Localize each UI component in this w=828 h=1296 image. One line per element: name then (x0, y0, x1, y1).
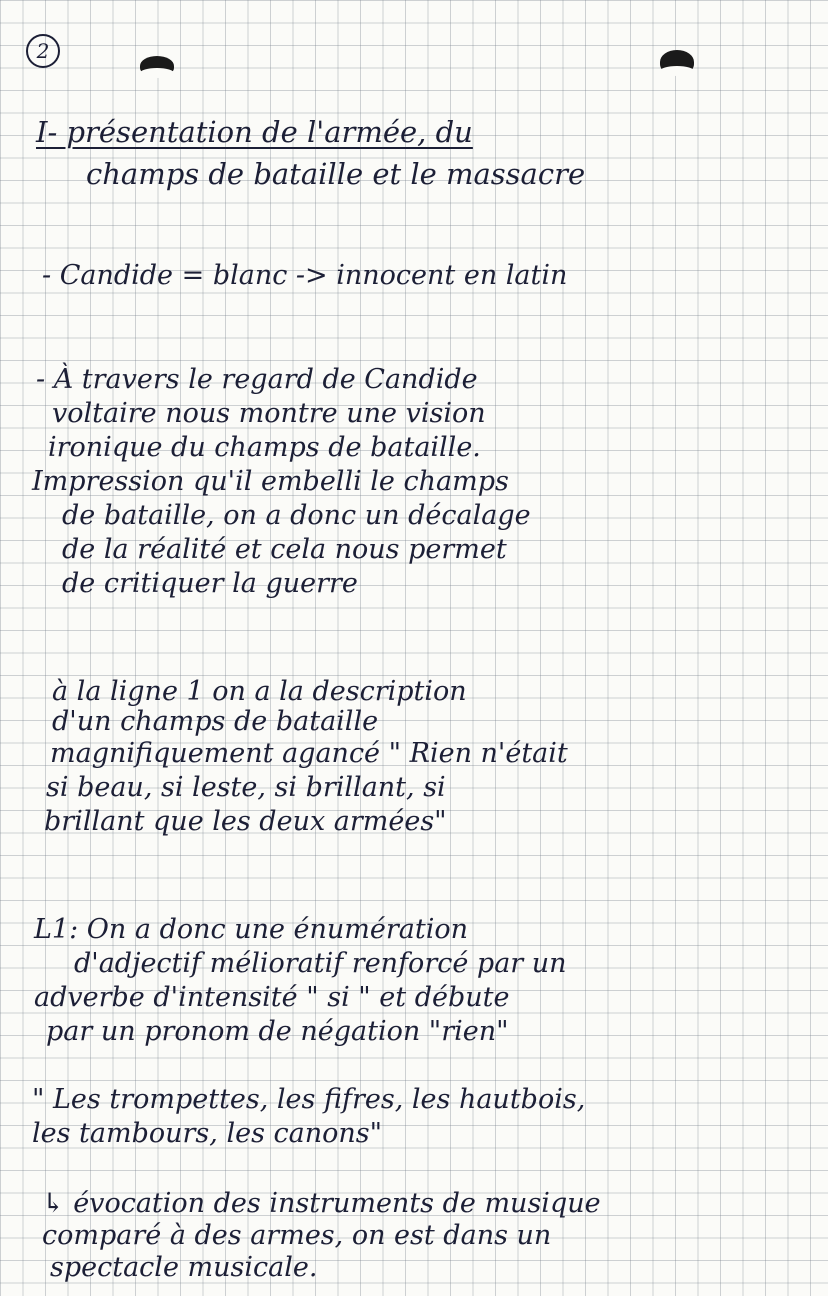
note-line: d'adjectif mélioratif renforcé par un (74, 948, 567, 979)
note-line: les tambours, les canons" (32, 1118, 383, 1149)
section-title-line-1: I- présentation de l'armée, du (36, 115, 473, 149)
punch-hole-right (660, 50, 694, 74)
note-line: " Les trompettes, les fifres, les hautbois, (32, 1084, 586, 1115)
section-title-line-2: champs de bataille et le massacre (86, 157, 586, 191)
note-line: de bataille, on a donc un décalage (62, 500, 531, 531)
note-line: Impression qu'il embelli le champs (32, 466, 509, 497)
note-line: par un pronom de négation "rien" (46, 1016, 509, 1047)
note-line: magnifiquement agancé " Rien n'était (50, 738, 568, 769)
note-line: - À travers le regard de Candide (36, 364, 478, 395)
page-number: 2 (26, 34, 60, 68)
note-line: ironique du champs de bataille. (48, 432, 481, 463)
note-line: L1: On a donc une énumération (34, 914, 469, 945)
note-line: spectacle musicale. (50, 1252, 318, 1283)
note-line: d'un champs de bataille (52, 706, 379, 737)
note-line: de critiquer la guerre (62, 568, 358, 599)
note-line: - Candide = blanc -> innocent en latin (42, 260, 568, 291)
note-line: adverbe d'intensité " si " et débute (34, 982, 510, 1013)
punch-hole-left (140, 56, 174, 76)
note-line: comparé à des armes, on est dans un (42, 1220, 552, 1251)
note-line: de la réalité et cela nous permet (62, 534, 507, 565)
note-line: ↳ évocation des instruments de musique (42, 1188, 601, 1219)
note-line: brillant que les deux armées" (44, 806, 447, 837)
note-line: si beau, si leste, si brillant, si (46, 772, 446, 803)
note-line: à la ligne 1 on a la description (52, 676, 467, 707)
note-line: voltaire nous montre une vision (52, 398, 486, 429)
